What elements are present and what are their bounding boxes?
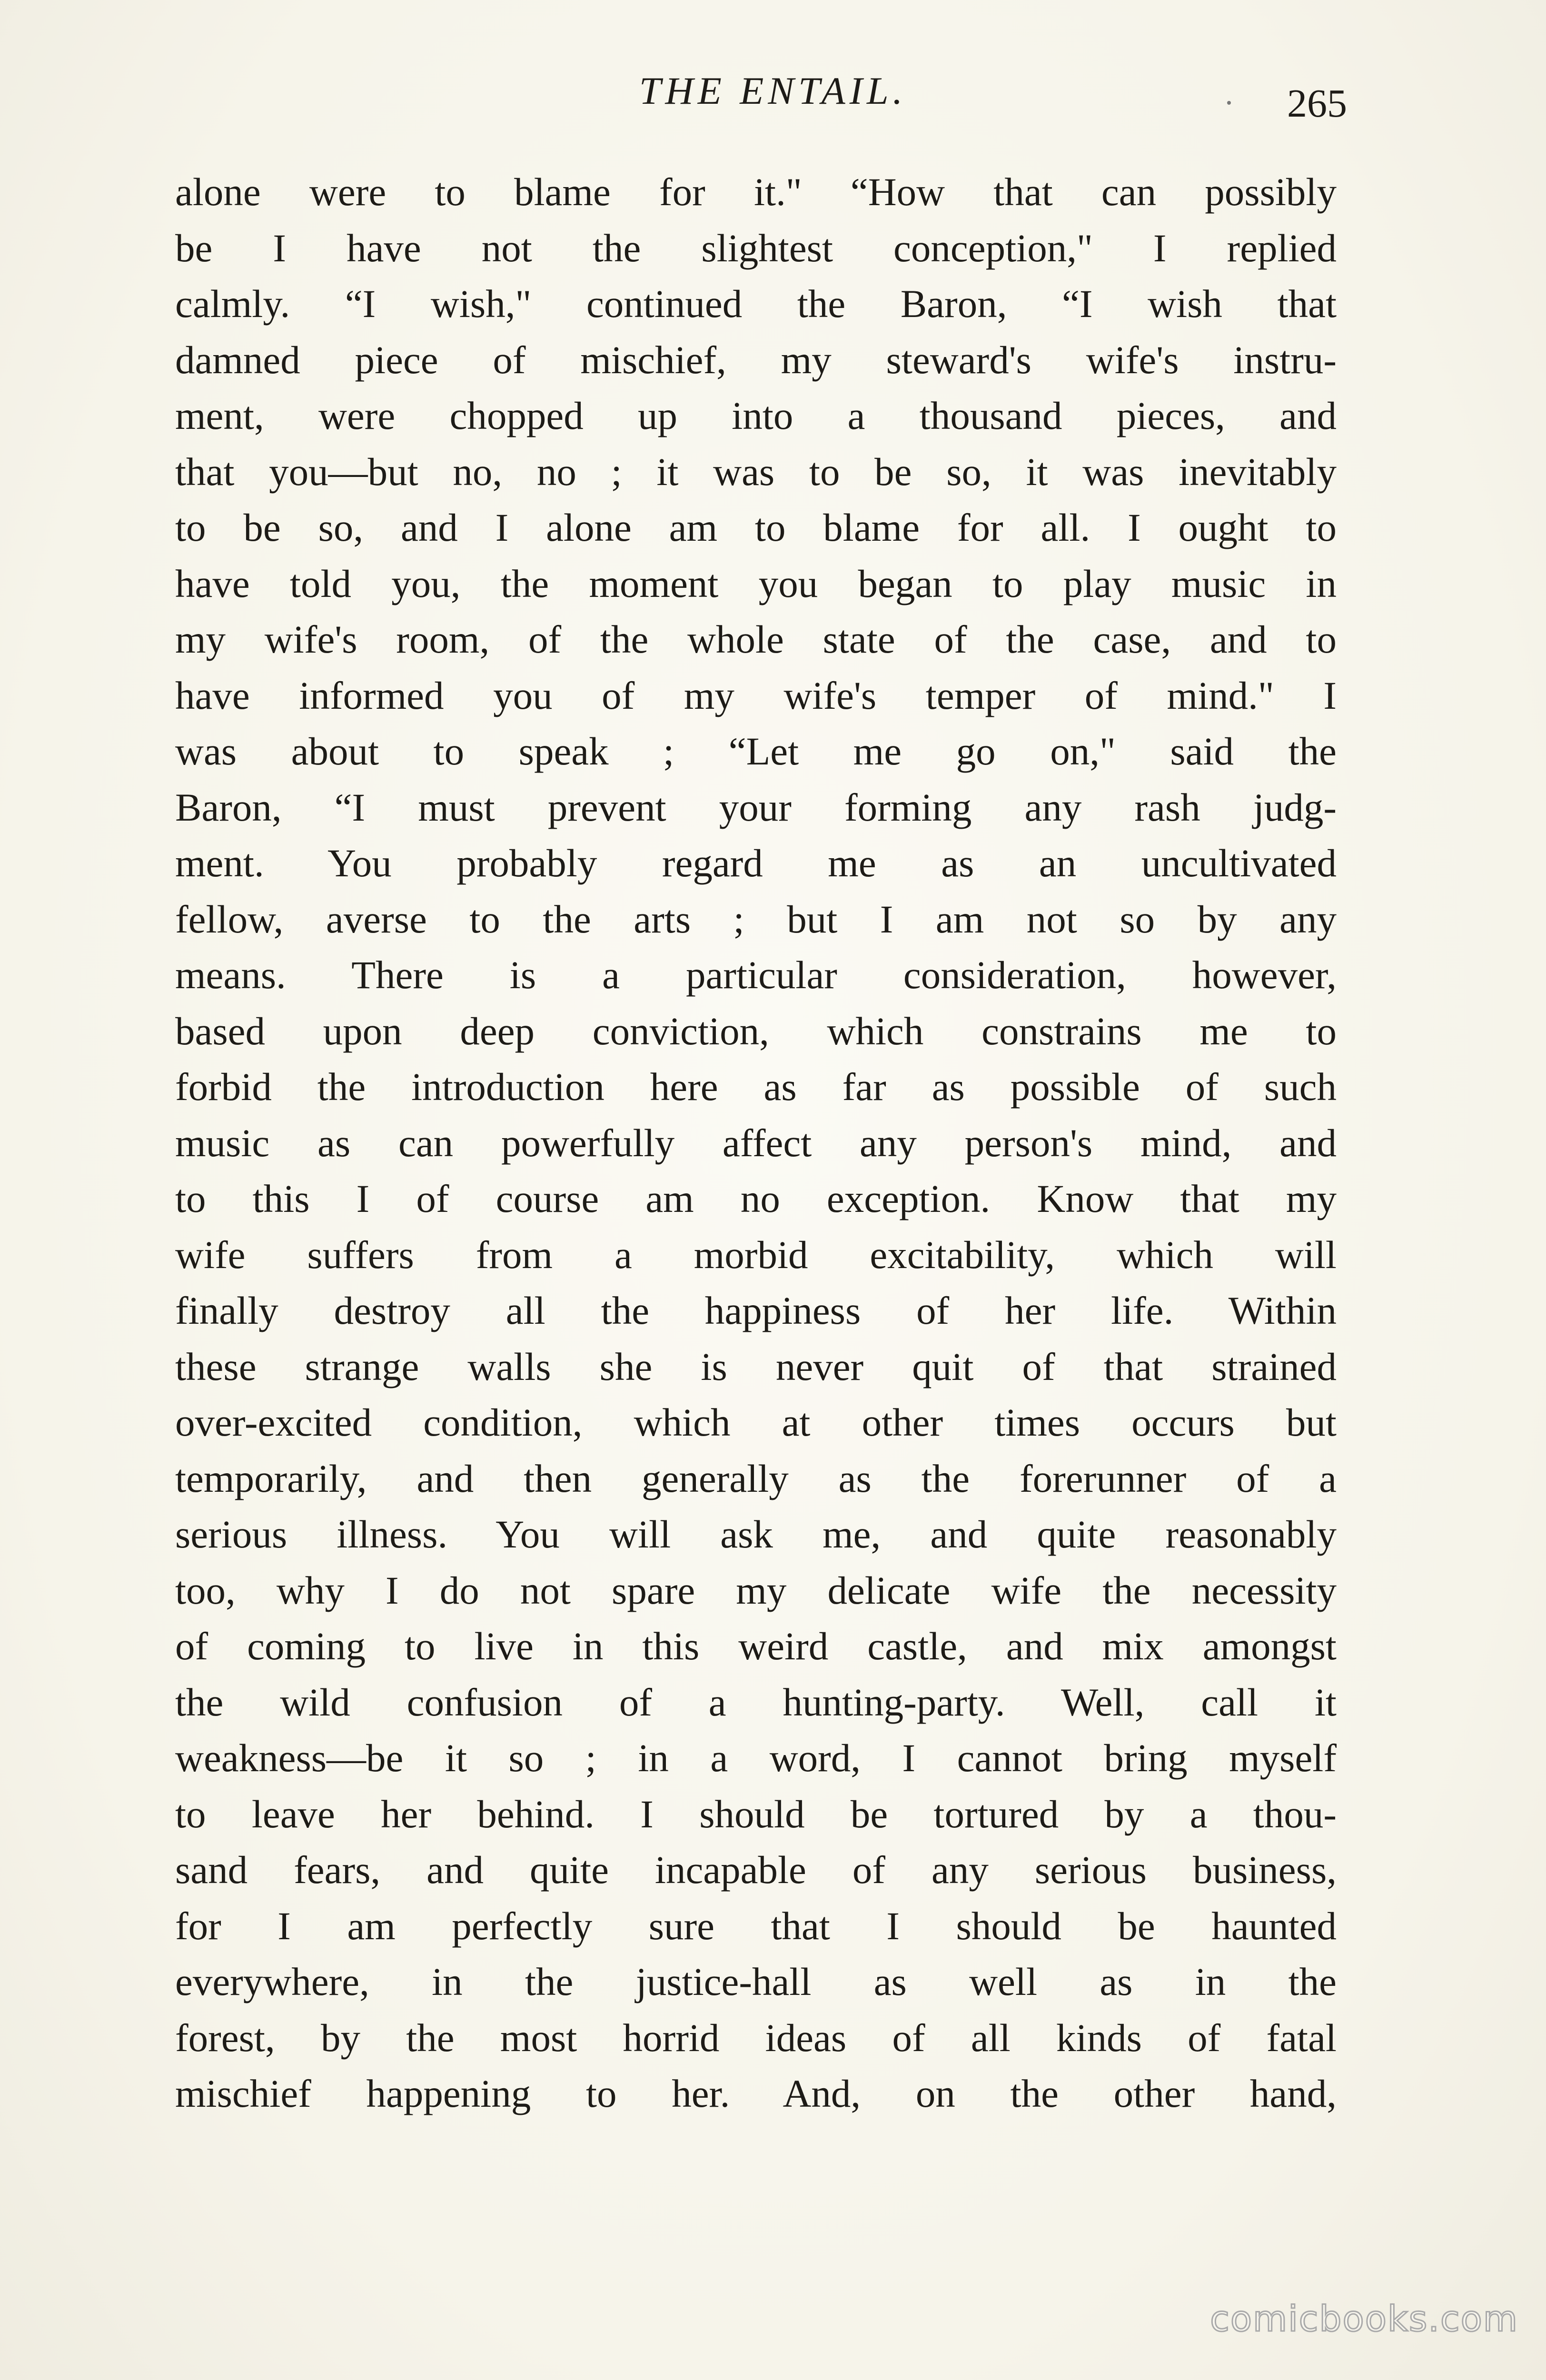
print-speck: [1227, 101, 1231, 105]
text-line: to leave her behind. I should be tortured by a thou-: [175, 1792, 1337, 1836]
text-line: to this I of course am no exception. Know that my: [175, 1177, 1337, 1220]
text-line: to be so, and I alone am to blame for all. I ought to: [175, 506, 1337, 549]
text-line: mischief happening to her. And, on the other hand,: [175, 2072, 1337, 2115]
text-line: these strange walls she is never quit of that strained: [175, 1344, 1337, 1388]
text-line: have told you, the moment you began to play music in: [175, 561, 1337, 605]
text-line: the wild confusion of a hunting-party. Well, call it: [175, 1680, 1337, 1724]
text-line: have informed you of my wife's temper of mind." I: [175, 673, 1337, 717]
page-number: 265: [1287, 81, 1347, 126]
text-line: ment, were chopped up into a thousand pieces, and: [175, 394, 1337, 437]
text-line: too, why I do not spare my delicate wife the necessity: [175, 1568, 1337, 1612]
text-line: was about to speak ; “Let me go on," said the: [175, 729, 1337, 773]
text-line: fellow, averse to the arts ; but I am not so by any: [175, 897, 1337, 941]
running-title: THE ENTAIL.: [639, 69, 907, 112]
text-line: weakness—be it so ; in a word, I cannot bring myself: [175, 1736, 1337, 1780]
text-line: of coming to live in this weird castle, and mix amongst: [175, 1624, 1337, 1668]
text-line: be I have not the slightest conception," I replied: [175, 226, 1337, 270]
text-line: everywhere, in the justice-hall as well as in the: [175, 1960, 1337, 2003]
text-line: finally destroy all the happiness of her life. Within: [175, 1289, 1337, 1332]
text-line: temporarily, and then generally as the forerunner of a: [175, 1456, 1337, 1500]
text-line: for I am perfectly sure that I should be haunted: [175, 1904, 1337, 1948]
text-line: calmly. “I wish," continued the Baron, “I wish that: [175, 282, 1337, 326]
text-line: sand fears, and quite incapable of any serious business,: [175, 1848, 1337, 1892]
text-line: forbid the introduction here as far as possible of such: [175, 1065, 1337, 1109]
text-line: my wife's room, of the whole state of the case, and to: [175, 617, 1337, 661]
text-line: Baron, “I must prevent your forming any rash judg-: [175, 785, 1337, 829]
text-line: damned piece of mischief, my steward's wife's instru-: [175, 337, 1337, 382]
text-line: forest, by the most horrid ideas of all kinds of fatal: [175, 2015, 1337, 2060]
text-line: means. There is a particular consideration, however,: [175, 953, 1337, 997]
text-line: based upon deep conviction, which constrains me to: [175, 1009, 1337, 1053]
text-line: music as can powerfully affect any person's mind, and: [175, 1121, 1337, 1165]
text-line: ment. You probably regard me as an uncultivated: [175, 841, 1337, 885]
text-line: over-excited condition, which at other times occurs but: [175, 1400, 1337, 1444]
text-line: that you—but no, no ; it was to be so, it was inevitably: [175, 449, 1337, 494]
site-watermark: comicbooks.com: [1210, 2299, 1518, 2340]
text-line: serious illness. You will ask me, and quite reasonably: [175, 1512, 1337, 1556]
text-line: wife suffers from a morbid excitability, which will: [175, 1232, 1337, 1277]
text-line: alone were to blame for it." “How that can possibly: [175, 170, 1337, 214]
body-text: [175, 164, 1337, 2122]
